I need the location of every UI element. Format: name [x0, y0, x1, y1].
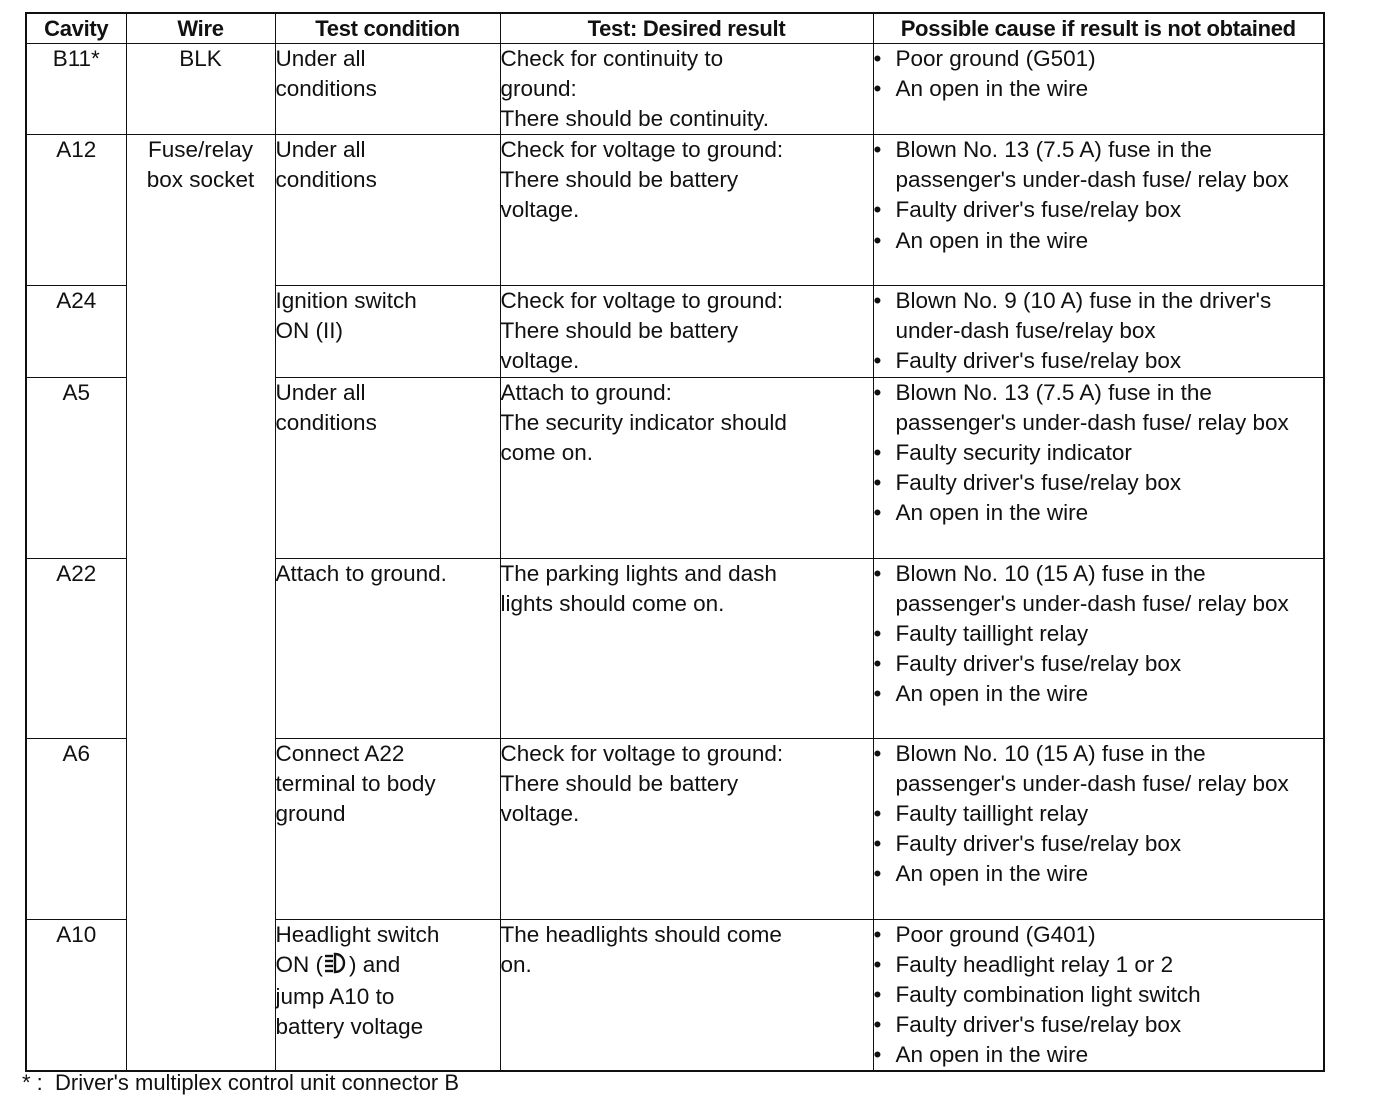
desired-result-cell: Check for continuity to ground: There should be continuity.	[500, 44, 873, 135]
cause-item: • Blown No. 10 (15 A) fuse in the passenger's under-dash fuse/ relay box	[874, 559, 1324, 619]
desired-result-cell: Check for voltage to ground: There should be battery voltage.	[500, 135, 873, 286]
cause-list	[874, 135, 1324, 255]
cause-item: • Faulty taillight relay	[874, 799, 1324, 829]
cavity-cell: A6	[26, 738, 126, 919]
desired-result-cell: The parking lights and dash lights should come on.	[500, 558, 873, 738]
cause-item: • An open in the wire	[874, 226, 1324, 256]
test-condition-text: Headlight switch ON (	[275, 921, 440, 977]
footnote: * : Driver's multiplex control unit connector B	[22, 1070, 460, 1095]
cause-item: • An open in the wire	[874, 1040, 1324, 1070]
header-test-condition: Test condition	[275, 13, 500, 44]
possible-cause-cell	[873, 44, 1324, 135]
table-row	[26, 44, 1324, 135]
possible-cause-cell	[873, 286, 1324, 377]
possible-cause-cell	[873, 919, 1324, 1071]
cause-item: • Faulty combination light switch	[874, 980, 1324, 1010]
cause-item: • Faulty taillight relay	[874, 619, 1324, 649]
header-row	[26, 13, 1324, 44]
possible-cause-cell	[873, 377, 1324, 558]
header-wire: Wire	[126, 13, 275, 44]
cause-item: • An open in the wire	[874, 679, 1324, 709]
cause-list	[874, 44, 1324, 104]
test-condition-cell	[275, 919, 500, 1071]
cavity-cell: A24	[26, 286, 126, 377]
cavity-cell: A12	[26, 135, 126, 286]
desired-result-cell: Check for voltage to ground: There should be battery voltage.	[500, 738, 873, 919]
troubleshooting-table	[25, 12, 1325, 1072]
header-possible-cause: Possible cause if result is not obtained	[873, 13, 1324, 44]
cause-item: • Blown No. 13 (7.5 A) fuse in the passenger's under-dash fuse/ relay box	[874, 378, 1324, 438]
desired-result-cell: Check for voltage to ground: There should be battery voltage.	[500, 286, 873, 377]
cause-item: • Blown No. 9 (10 A) fuse in the driver's under-dash fuse/relay box	[874, 286, 1324, 346]
test-condition-cell: Connect A22 terminal to body ground	[275, 738, 500, 919]
cavity-cell: B11*	[26, 44, 126, 135]
test-condition-cell: Under all conditions	[275, 377, 500, 558]
diagnosis-table-container	[25, 12, 1323, 1072]
cause-list	[874, 378, 1324, 528]
desired-result-cell: The headlights should come on.	[500, 919, 873, 1071]
headlight-icon	[323, 952, 349, 982]
cause-list	[874, 559, 1324, 709]
table-row	[26, 135, 1324, 286]
test-condition-cell: Under all conditions	[275, 135, 500, 286]
cause-item: • Faulty driver's fuse/relay box	[874, 468, 1324, 498]
wire-cell: Fuse/relay box socket	[126, 135, 275, 1071]
cause-item: • Faulty driver's fuse/relay box	[874, 829, 1324, 859]
cavity-cell: A5	[26, 377, 126, 558]
cause-item: • Faulty driver's fuse/relay box	[874, 649, 1324, 679]
wire-cell: BLK	[126, 44, 275, 135]
cause-list	[874, 920, 1324, 1070]
cause-item: • Faulty driver's fuse/relay box	[874, 195, 1324, 225]
cause-list	[874, 739, 1324, 889]
cavity-cell: A10	[26, 919, 126, 1071]
cause-item: • An open in the wire	[874, 74, 1324, 104]
header-cavity: Cavity	[26, 13, 126, 44]
cause-item: • Poor ground (G401)	[874, 920, 1324, 950]
test-condition-cell: Ignition switch ON (II)	[275, 286, 500, 377]
possible-cause-cell	[873, 558, 1324, 738]
cause-item: • Faulty headlight relay 1 or 2	[874, 950, 1324, 980]
cause-item: • Blown No. 10 (15 A) fuse in the passenger's under-dash fuse/ relay box	[874, 739, 1324, 799]
cause-item: • Faulty driver's fuse/relay box	[874, 346, 1324, 376]
cause-item: • Poor ground (G501)	[874, 44, 1324, 74]
cause-item: • An open in the wire	[874, 859, 1324, 889]
cause-item: • Faulty driver's fuse/relay box	[874, 1010, 1324, 1040]
possible-cause-cell	[873, 738, 1324, 919]
cause-item: • Faulty security indicator	[874, 438, 1324, 468]
cause-item: • An open in the wire	[874, 498, 1324, 528]
cause-item: • Blown No. 13 (7.5 A) fuse in the passenger's under-dash fuse/ relay box	[874, 135, 1324, 195]
cause-list	[874, 286, 1324, 376]
desired-result-cell: Attach to ground: The security indicator should come on.	[500, 377, 873, 558]
test-condition-text: ) and jump A10 to battery voltage	[275, 951, 424, 1039]
possible-cause-cell	[873, 135, 1324, 286]
test-condition-cell: Attach to ground.	[275, 558, 500, 738]
header-desired-result: Test: Desired result	[500, 13, 873, 44]
cavity-cell: A22	[26, 558, 126, 738]
test-condition-cell: Under all conditions	[275, 44, 500, 135]
